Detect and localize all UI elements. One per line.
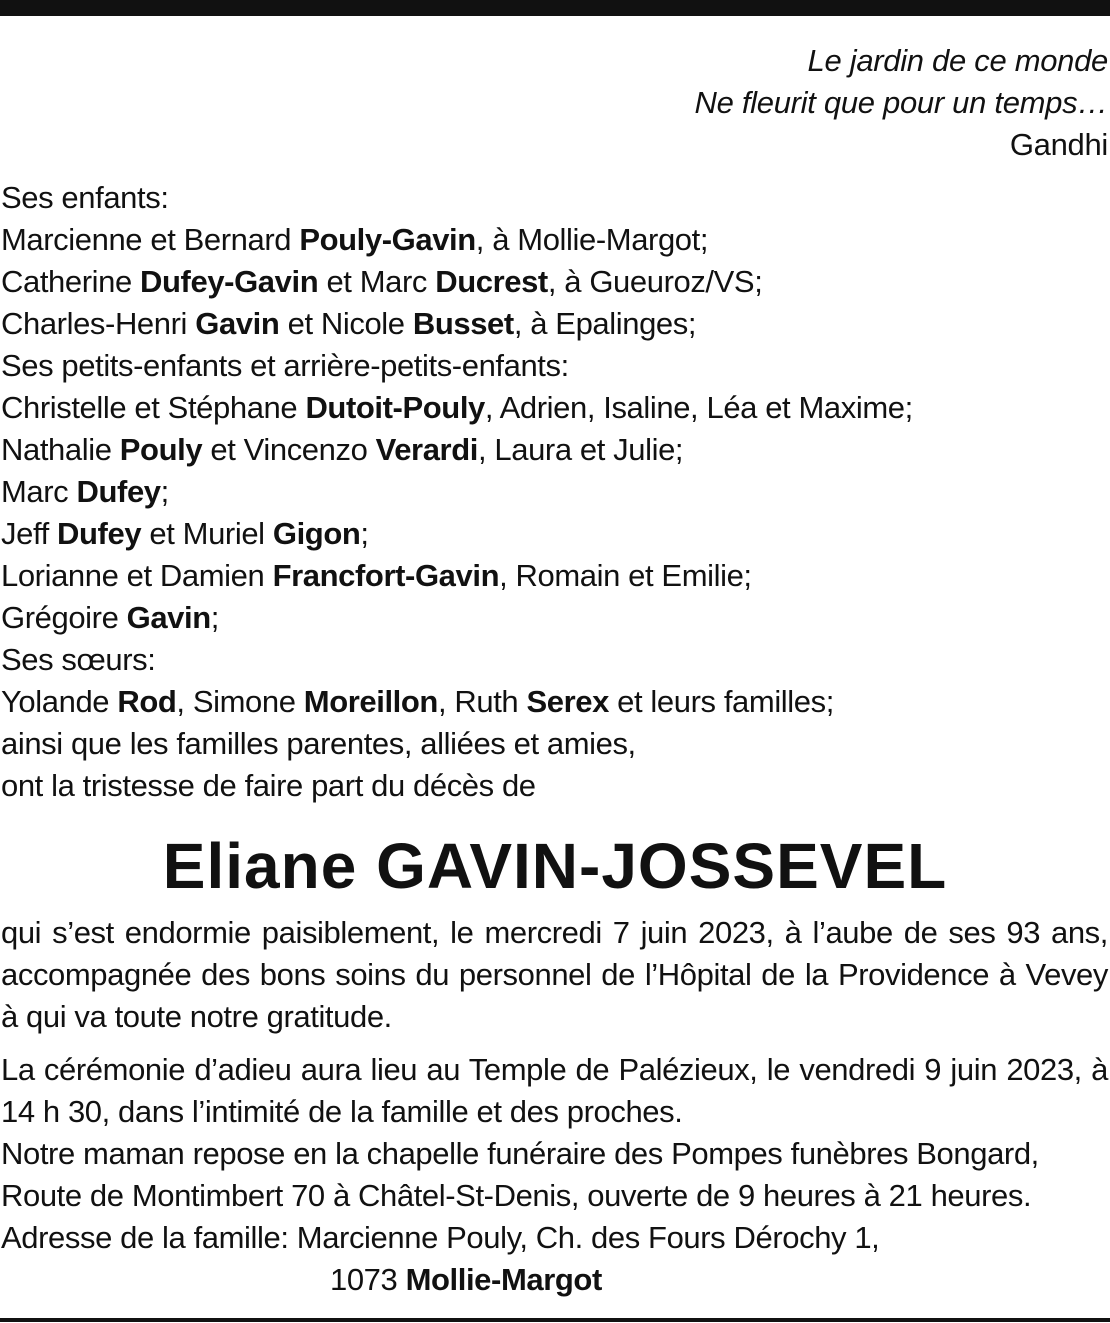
line-text: et Marc (318, 264, 436, 299)
family-line (1, 555, 913, 597)
family-line (1, 597, 913, 639)
surname: Verardi (375, 432, 478, 467)
announcement-line: ont la tristesse de faire part du décès de (1, 768, 536, 803)
given-names: Nathalie (1, 432, 120, 467)
petits-enfants-heading: Ses petits-enfants et arrière-petits-enfants: (1, 348, 569, 383)
surname: Gavin (126, 600, 211, 635)
family-line (1, 681, 913, 723)
paragraph-chapel-address: Route de Montimbert 70 à Châtel-St-Denis, ouverte de 9 heures à 21 heures. (1, 1178, 1032, 1213)
family-line (1, 261, 913, 303)
surname: Francfort-Gavin (272, 558, 500, 593)
surname: Dufey (76, 474, 161, 509)
family-line (1, 303, 913, 345)
line-text: , Laura et Julie; (477, 432, 684, 467)
line-text: , Adrien, Isaline, Léa et Maxime; (484, 390, 913, 425)
deceased-name: Eliane GAVIN-JOSSEVEL (162, 830, 948, 902)
paragraph-chapel: Notre maman repose en la chapelle funéraire des Pompes funèbres Bongard, (1, 1136, 1039, 1171)
quote-line-1: Le jardin de ce monde (807, 43, 1108, 78)
line-text: , à Mollie-Margot; (475, 222, 709, 257)
given-names: Marc (1, 474, 77, 509)
given-names: Charles-Henri (1, 306, 196, 341)
surname: Dutoit-Pouly (305, 390, 485, 425)
given-names: , Simone (176, 684, 304, 719)
surname: Rod (117, 684, 177, 719)
line-text: et Nicole (279, 306, 413, 341)
bottom-rule (0, 1318, 1110, 1322)
family-line (1, 513, 913, 555)
given-names: Jeff (1, 516, 58, 551)
line-text: , à Epalinges; (513, 306, 697, 341)
line-text: et Vincenzo (202, 432, 376, 467)
soeurs-heading: Ses sœurs: (1, 642, 156, 677)
surname: Gigon (272, 516, 361, 551)
line-text: , Romain et Emilie; (499, 558, 752, 593)
given-names: Christelle et Stéphane (1, 390, 306, 425)
given-names: Catherine (1, 264, 141, 299)
city: Mollie-Margot (405, 1262, 602, 1297)
given-names: , Ruth (437, 684, 527, 719)
family-address-city (330, 1259, 602, 1301)
quote-line-2: Ne fleurit que pour un temps… (694, 85, 1108, 120)
top-rule (0, 0, 1110, 16)
family-line (1, 471, 913, 513)
quote-author: Gandhi (1009, 127, 1108, 162)
epigraph-quote (695, 40, 1108, 166)
surname: Busset (412, 306, 514, 341)
surname: Dufey-Gavin (140, 264, 319, 299)
line-text: ; (160, 474, 169, 509)
paragraph-ceremony: La cérémonie d’adieu aura lieu au Temple de Palézieux, le vendredi 9 juin 2023, à 14 h 30, dans l’intimité de la famille et des proches. (1, 1052, 1108, 1129)
given-names: Lorianne et Damien (1, 558, 273, 593)
line-text: et leurs familles; (608, 684, 834, 719)
surname: Serex (526, 684, 609, 719)
surname: Dufey (57, 516, 142, 551)
family-list (1, 177, 913, 807)
surname: Gavin (195, 306, 280, 341)
surname: Moreillon (303, 684, 438, 719)
family-line (1, 387, 913, 429)
line-text: , à Gueuroz/VS; (547, 264, 763, 299)
enfants-heading: Ses enfants: (1, 180, 169, 215)
given-names: Marcienne et Bernard (1, 222, 300, 257)
family-line (1, 219, 913, 261)
surname: Ducrest (435, 264, 548, 299)
postcode: 1073 (330, 1262, 406, 1297)
surname: Pouly-Gavin (299, 222, 476, 257)
familles-line: ainsi que les familles parentes, alliées et amies, (1, 726, 636, 761)
surname: Pouly (119, 432, 203, 467)
line-text: et Muriel (141, 516, 273, 551)
given-names: Grégoire (1, 600, 127, 635)
line-text: ; (210, 600, 219, 635)
paragraph-passing: qui s’est endormie paisiblement, le mercredi 7 juin 2023, à l’aube de ses 93 ans, accompagnée des bons soins du personnel de l’Hôpital de la Providence à Vevey à qui va toute notre gratitude. (1, 915, 1108, 1034)
line-text: ; (360, 516, 369, 551)
family-line (1, 429, 913, 471)
given-names: Yolande (1, 684, 118, 719)
family-address: Adresse de la famille: Marcienne Pouly, Ch. des Fours Dérochy 1, (1, 1220, 880, 1255)
